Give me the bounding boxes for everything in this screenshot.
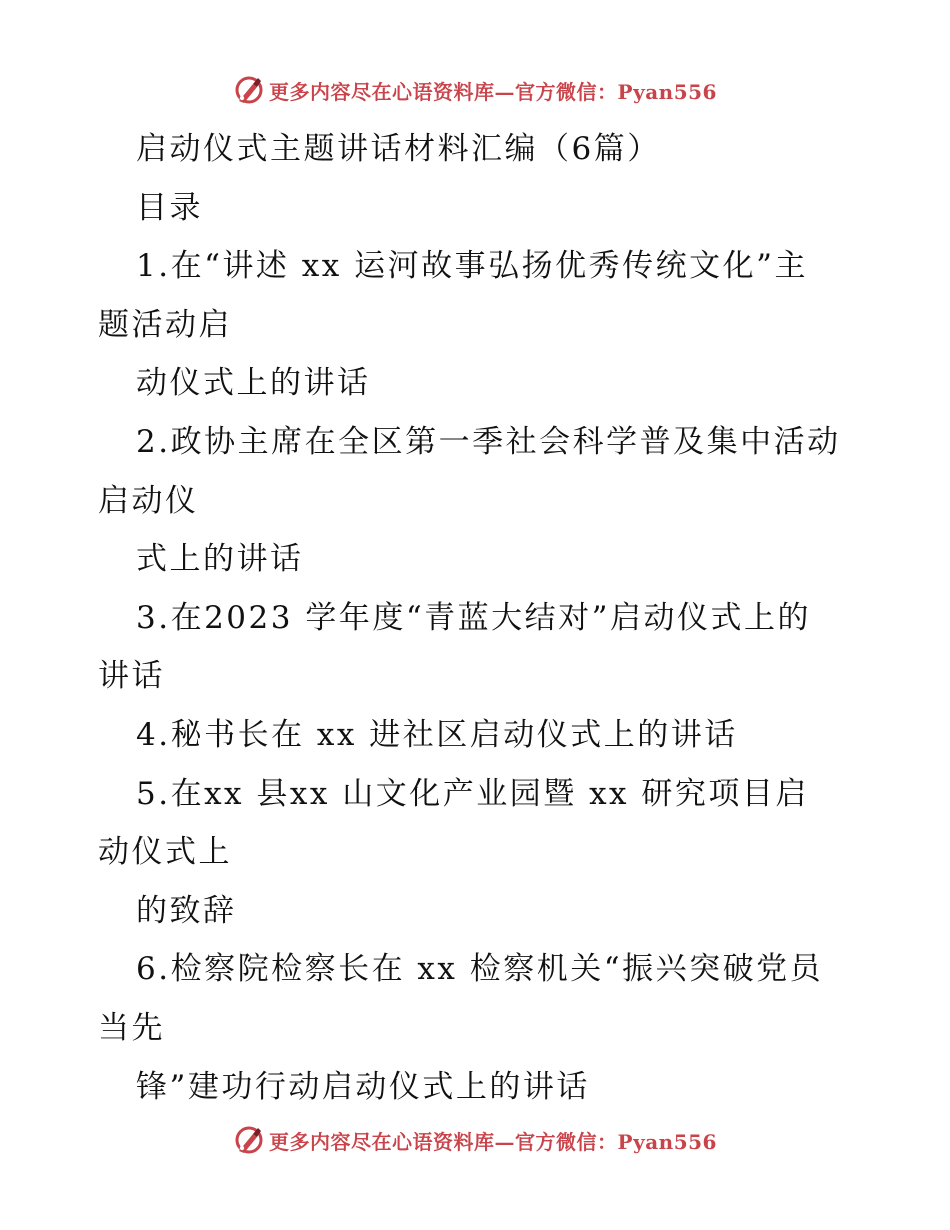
toc-line: 6.检察院检察长在 xx 检察机关“振兴突破党员 xyxy=(136,951,824,988)
toc-line: 动仪式上 xyxy=(98,834,232,871)
toc-line: 启动仪 xyxy=(98,482,199,519)
toc-line: 题活动启 xyxy=(98,306,232,343)
toc-line: 1.在“讲述 xx 运河故事弘扬优秀传统文化”主 xyxy=(136,248,808,285)
toc-line: 2.政协主席在全区第一季社会科学普及集中活动 xyxy=(136,423,841,460)
footer-banner-text: 更多内容尽在心语资料库—官方微信：Pyan556 xyxy=(269,1129,717,1154)
pen-logo-icon xyxy=(233,74,265,106)
toc-line: 5.在xx 县xx 山文化产业园暨 xx 研究项目启 xyxy=(136,775,809,812)
toc-line: 3.在2023 学年度“青蓝大结对”启动仪式上的 xyxy=(136,599,812,636)
toc-line: 的致辞 xyxy=(136,892,237,929)
header-banner xyxy=(0,70,950,110)
document-body xyxy=(98,120,858,1116)
header-banner-text: 更多内容尽在心语资料库—官方微信：Pyan556 xyxy=(269,79,717,104)
footer-banner xyxy=(0,1120,950,1160)
toc-line: 4.秘书长在 xx 进社区启动仪式上的讲话 xyxy=(136,716,738,753)
toc-line: 讲话 xyxy=(98,658,165,695)
toc-line: 锋”建功行动启动仪式上的讲话 xyxy=(136,1068,590,1105)
toc-heading: 目录 xyxy=(136,189,203,226)
pen-logo-icon xyxy=(233,1124,265,1156)
document-title: 启动仪式主题讲话材料汇编（6篇） xyxy=(136,131,661,167)
table-of-contents xyxy=(98,237,858,1116)
toc-line: 当先 xyxy=(98,1009,165,1046)
toc-line: 式上的讲话 xyxy=(136,541,304,578)
toc-line: 动仪式上的讲话 xyxy=(136,365,371,402)
